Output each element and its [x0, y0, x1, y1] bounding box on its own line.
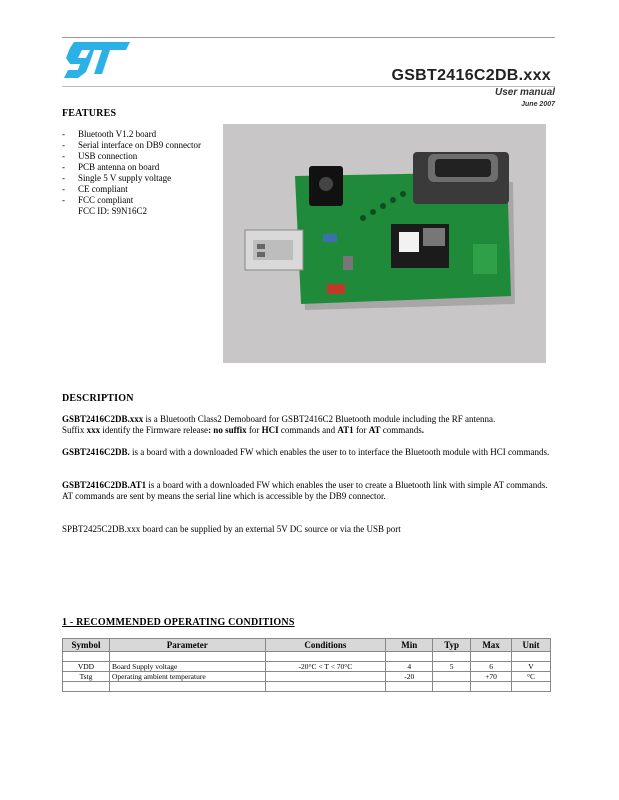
header-bottom-rule [62, 86, 555, 87]
description-paragraph-2: GSBT2416C2DB. is a board with a downloaded FW which enables the user to to interface the Bluetooth module with HCI commands. [62, 447, 550, 457]
table-cell: Tstg [63, 672, 110, 682]
table-spacer-row [63, 652, 551, 662]
document-date: June 2007 [521, 101, 555, 108]
column-header: Max [471, 639, 512, 652]
table-cell: VDD [63, 662, 110, 672]
board-illustration [223, 124, 546, 363]
st-logo [64, 42, 130, 80]
conditions-heading: 1 - RECOMMENDED OPERATING CONDITIONS [62, 617, 295, 628]
table-cell: Board Supply voltage [109, 662, 265, 672]
column-header: Conditions [265, 639, 386, 652]
description-paragraph-1: GSBT2416C2DB.xxx is a Bluetooth Class2 Demoboard for GSBT2416C2 Bluetooth module including the RF antenna. Suffix xxx identify the Firmware release: no suffix for HCI commands and AT1 for AT commands. [62, 414, 496, 435]
table-cell: 5 [433, 662, 471, 672]
header-top-rule [62, 37, 555, 38]
description-heading: DESCRIPTION [62, 393, 134, 404]
table-cell: 6 [471, 662, 512, 672]
features-heading: FEATURES [62, 108, 117, 119]
feature-fcc-id: FCC ID: S9N16C2 [78, 206, 148, 216]
document-type: User manual [494, 87, 555, 98]
table-cell [433, 672, 471, 682]
table-cell: -20°C < T < 70°C [265, 662, 386, 672]
table-cell: +70 [471, 672, 512, 682]
table-cell: °C [512, 672, 551, 682]
table-row [63, 662, 551, 672]
document-title: GSBT2416C2DB.xxx [391, 67, 551, 84]
table-header-row [63, 639, 551, 652]
switch [327, 284, 345, 294]
table-row [63, 672, 551, 682]
column-header: Min [386, 639, 433, 652]
table-spacer-row [63, 682, 551, 692]
description-paragraph-4: SPBT2425C2DB.xxx board can be supplied by an external 5V DC source or via the USB port [62, 524, 401, 534]
feature-item: - CE compliant [62, 184, 128, 194]
feature-item: - PCB antenna on board [62, 162, 160, 172]
column-header: Unit [512, 639, 551, 652]
table-cell: -20 [386, 672, 433, 682]
description-paragraph-3: GSBT2416C2DB.AT1 is a board with a downloaded FW which enables the user to create a Bluetooth link with simple AT commands. AT commands are sent by means the serial line which is accessible by the DB9 connector. [62, 480, 548, 501]
column-header: Typ [433, 639, 471, 652]
feature-item: - USB connection [62, 151, 138, 161]
board-photo [223, 124, 546, 363]
feature-item: - Single 5 V supply voltage [62, 173, 172, 183]
table-cell [265, 672, 386, 682]
table-cell: 4 [386, 662, 433, 672]
feature-item: - Serial interface on DB9 connector [62, 140, 201, 150]
table-cell: V [512, 662, 551, 672]
operating-conditions-table [62, 638, 551, 692]
column-header: Parameter [109, 639, 265, 652]
table-cell: Operating ambient temperature [109, 672, 265, 682]
features-list [62, 129, 201, 217]
feature-item: - FCC compliant [62, 195, 134, 205]
feature-item: - Bluetooth V1.2 board [62, 129, 157, 139]
column-header: Symbol [63, 639, 110, 652]
